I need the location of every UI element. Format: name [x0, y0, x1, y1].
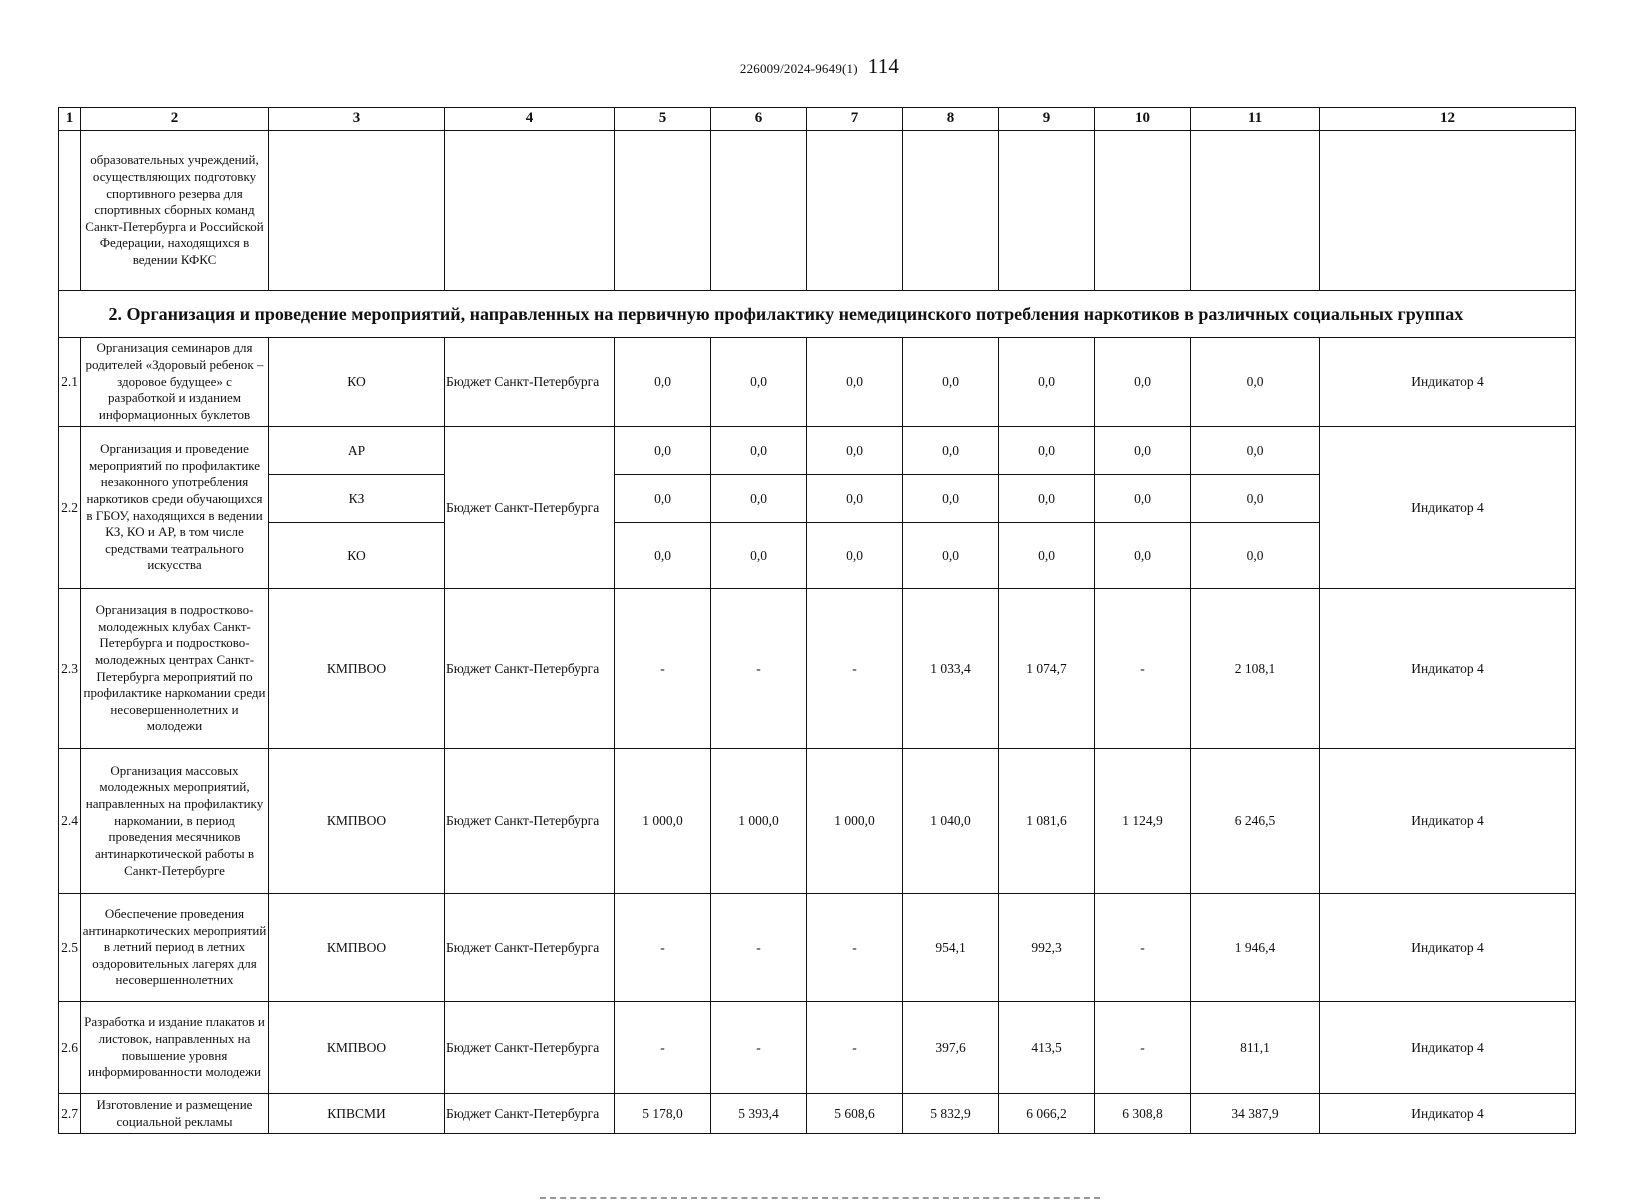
value-cell: 0,0 — [807, 475, 903, 523]
value-cell: 0,0 — [711, 523, 807, 589]
executor-cell: КМПВОО — [269, 589, 445, 749]
section-title: 2. Организация и проведение мероприятий, направленных на первичную профилактику немедицинского потребления наркотиков в различных социальных группах — [81, 291, 1576, 338]
row-number: 2.1 — [59, 338, 81, 427]
value-cell: - — [615, 1002, 711, 1094]
value-cell: 397,6 — [903, 1002, 999, 1094]
value-cell: 6 066,2 — [999, 1094, 1095, 1134]
column-number: 7 — [807, 108, 903, 131]
executor-cell: КПВСМИ — [269, 1094, 445, 1134]
row-description: Организация и проведение мероприятий по профилактике незаконного употребления наркотиков среди обучающихся в ГБОУ, находящихся в ведении КЗ, КО и АР, в том числе средствами театрального искусства — [81, 427, 269, 589]
column-number: 9 — [999, 108, 1095, 131]
table-row — [59, 749, 1576, 894]
total-cell: 0,0 — [1191, 475, 1320, 523]
row-description: образовательных учреждений, осуществляющих подготовку спортивного резерва для спортивных сборных команд Санкт-Петербурга и Российской Федерации, находящихся в ведении КФКС — [81, 131, 269, 291]
total-cell: 0,0 — [1191, 523, 1320, 589]
value-cell: - — [711, 894, 807, 1002]
funding-source-cell: Бюджет Санкт-Петербурга — [445, 749, 615, 894]
executor-cell: КМПВОО — [269, 749, 445, 894]
value-cell: - — [615, 894, 711, 1002]
value-cell: 0,0 — [807, 338, 903, 427]
value-cell: 0,0 — [999, 338, 1095, 427]
funding-source-cell: Бюджет Санкт-Петербурга — [445, 1002, 615, 1094]
value-cell: 0,0 — [903, 338, 999, 427]
value-cell: 0,0 — [1095, 338, 1191, 427]
value-cell: 1 000,0 — [711, 749, 807, 894]
value-cell: 0,0 — [999, 523, 1095, 589]
funding-source-cell: Бюджет Санкт-Петербурга — [445, 427, 615, 589]
value-cell: 0,0 — [1095, 475, 1191, 523]
row-number: 2.6 — [59, 1002, 81, 1094]
value-cell: 992,3 — [999, 894, 1095, 1002]
value-cell: - — [1095, 589, 1191, 749]
value-cell: - — [615, 589, 711, 749]
value-cell: 954,1 — [903, 894, 999, 1002]
row-number: 2.7 — [59, 1094, 81, 1134]
section-spacer — [59, 291, 81, 338]
value-cell: 0,0 — [903, 475, 999, 523]
value-cell: 0,0 — [807, 523, 903, 589]
empty-cell — [1095, 131, 1191, 291]
value-cell: 0,0 — [1095, 523, 1191, 589]
funding-source-cell: Бюджет Санкт-Петербурга — [445, 1094, 615, 1134]
value-cell: - — [807, 589, 903, 749]
funding-source-cell: Бюджет Санкт-Петербурга — [445, 589, 615, 749]
empty-cell — [999, 131, 1095, 291]
page-number: 114 — [867, 54, 900, 78]
row-description: Обеспечение проведения антинаркотических мероприятий в летний период в летних оздоровительных лагерях для несовершеннолетних — [81, 894, 269, 1002]
column-number: 6 — [711, 108, 807, 131]
value-cell: 1 033,4 — [903, 589, 999, 749]
column-number: 11 — [1191, 108, 1320, 131]
empty-cell — [1191, 131, 1320, 291]
column-number: 4 — [445, 108, 615, 131]
row-number: 2.4 — [59, 749, 81, 894]
continuation-row — [59, 131, 1576, 291]
row-description: Разработка и издание плакатов и листовок, направленных на повышение уровня информированности молодежи — [81, 1002, 269, 1094]
empty-cell — [269, 131, 445, 291]
table-row — [59, 338, 1576, 427]
indicator-cell: Индикатор 4 — [1320, 1094, 1576, 1134]
table-row — [59, 427, 1576, 475]
value-cell: 6 308,8 — [1095, 1094, 1191, 1134]
value-cell: 413,5 — [999, 1002, 1095, 1094]
value-cell: 0,0 — [903, 427, 999, 475]
row-number — [59, 131, 81, 291]
document-id: 226009/2024-9649(1) — [739, 61, 858, 76]
funding-source-cell: Бюджет Санкт-Петербурга — [445, 894, 615, 1002]
column-number: 2 — [81, 108, 269, 131]
scan-edge-marks — [540, 1197, 1100, 1201]
value-cell: - — [807, 1002, 903, 1094]
value-cell: 0,0 — [615, 338, 711, 427]
page-header — [0, 54, 1639, 79]
value-cell: 0,0 — [903, 523, 999, 589]
value-cell: 0,0 — [711, 338, 807, 427]
funding-source-cell: Бюджет Санкт-Петербурга — [445, 338, 615, 427]
value-cell: 5 393,4 — [711, 1094, 807, 1134]
value-cell: 0,0 — [711, 475, 807, 523]
row-number: 2.3 — [59, 589, 81, 749]
empty-cell — [711, 131, 807, 291]
indicator-cell: Индикатор 4 — [1320, 338, 1576, 427]
column-number-row — [59, 108, 1576, 131]
executor-cell: КМПВОО — [269, 1002, 445, 1094]
column-number: 3 — [269, 108, 445, 131]
value-cell: - — [807, 894, 903, 1002]
row-number: 2.5 — [59, 894, 81, 1002]
value-cell: 5 178,0 — [615, 1094, 711, 1134]
executor-cell: КЗ — [269, 475, 445, 523]
column-number: 5 — [615, 108, 711, 131]
value-cell: - — [711, 1002, 807, 1094]
value-cell: 0,0 — [807, 427, 903, 475]
value-cell: - — [1095, 894, 1191, 1002]
row-description: Организация массовых молодежных мероприятий, направленных на профилактику наркомании, в период проведения месячников антинаркотической работы в Санкт-Петербурге — [81, 749, 269, 894]
value-cell: 1 081,6 — [999, 749, 1095, 894]
column-number: 1 — [59, 108, 81, 131]
value-cell: 0,0 — [1095, 427, 1191, 475]
indicator-cell: Индикатор 4 — [1320, 589, 1576, 749]
value-cell: 1 000,0 — [807, 749, 903, 894]
value-cell: 5 608,6 — [807, 1094, 903, 1134]
value-cell: 1 040,0 — [903, 749, 999, 894]
empty-cell — [445, 131, 615, 291]
section-header-row — [59, 291, 1576, 338]
value-cell: 0,0 — [999, 427, 1095, 475]
empty-cell — [615, 131, 711, 291]
value-cell: - — [1095, 1002, 1191, 1094]
total-cell: 0,0 — [1191, 338, 1320, 427]
value-cell: - — [711, 589, 807, 749]
empty-cell — [807, 131, 903, 291]
total-cell: 6 246,5 — [1191, 749, 1320, 894]
total-cell: 0,0 — [1191, 427, 1320, 475]
total-cell: 2 108,1 — [1191, 589, 1320, 749]
table-row — [59, 894, 1576, 1002]
row-description: Изготовление и размещение социальной рекламы — [81, 1094, 269, 1134]
empty-cell — [1320, 131, 1576, 291]
column-number: 8 — [903, 108, 999, 131]
indicator-cell: Индикатор 4 — [1320, 749, 1576, 894]
column-number: 12 — [1320, 108, 1576, 131]
empty-cell — [903, 131, 999, 291]
executor-cell: АР — [269, 427, 445, 475]
executor-cell: КО — [269, 338, 445, 427]
indicator-cell: Индикатор 4 — [1320, 1002, 1576, 1094]
table-row — [59, 1002, 1576, 1094]
budget-table — [58, 107, 1576, 1134]
value-cell: 5 832,9 — [903, 1094, 999, 1134]
value-cell: 0,0 — [999, 475, 1095, 523]
value-cell: 1 074,7 — [999, 589, 1095, 749]
value-cell: 1 000,0 — [615, 749, 711, 894]
indicator-cell: Индикатор 4 — [1320, 894, 1576, 1002]
executor-cell: КМПВОО — [269, 894, 445, 1002]
value-cell: 0,0 — [615, 523, 711, 589]
row-description: Организация в подростково-молодежных клубах Санкт-Петербурга и подростково-молодежных центрах Санкт-Петербурга мероприятий по профилактике наркомании среди несовершеннолетних и молодежи — [81, 589, 269, 749]
total-cell: 811,1 — [1191, 1002, 1320, 1094]
executor-cell: КО — [269, 523, 445, 589]
indicator-cell: Индикатор 4 — [1320, 427, 1576, 589]
value-cell: 0,0 — [615, 475, 711, 523]
value-cell: 0,0 — [615, 427, 711, 475]
value-cell: 0,0 — [711, 427, 807, 475]
total-cell: 34 387,9 — [1191, 1094, 1320, 1134]
value-cell: 1 124,9 — [1095, 749, 1191, 894]
row-description: Организация семинаров для родителей «Здоровый ребенок – здоровое будущее» с разработкой и изданием информационных буклетов — [81, 338, 269, 427]
row-number: 2.2 — [59, 427, 81, 589]
total-cell: 1 946,4 — [1191, 894, 1320, 1002]
column-number: 10 — [1095, 108, 1191, 131]
table-row — [59, 1094, 1576, 1134]
table-row — [59, 589, 1576, 749]
